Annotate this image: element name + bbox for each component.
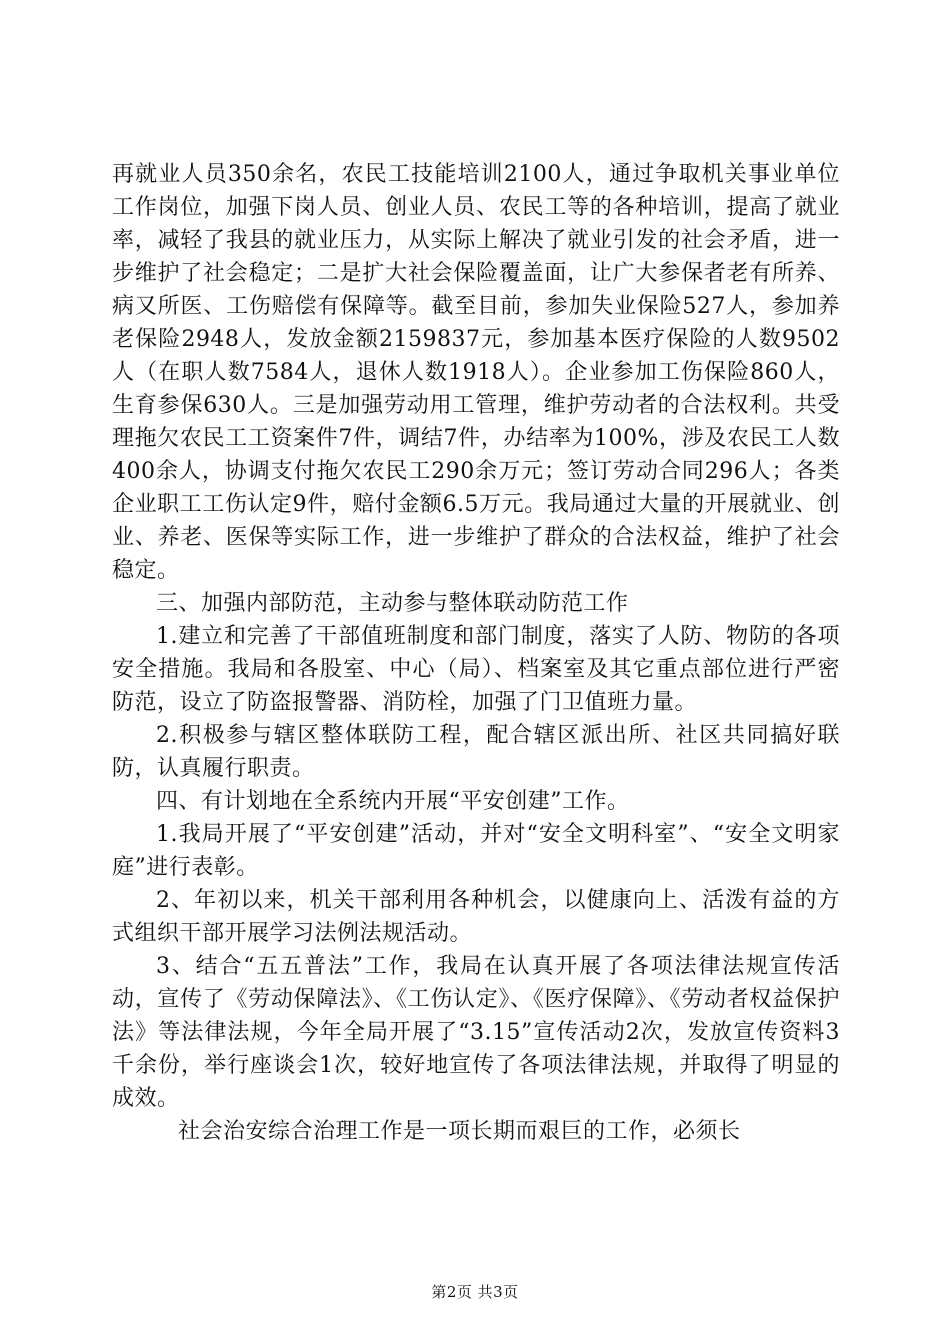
paragraph-conclusion: 社会治安综合治理工作是一项长期而艰巨的工作，必须长 [178, 1119, 741, 1144]
page-number-footer: 第2页 共3页 [431, 1283, 519, 1301]
paragraph-item-3-1: 1.建立和完善了干部值班制度和部门制度，落实了人防、物防的各项安全措施。我局和各股室、中心（局）、档案室及其它重点部位进行严密防范，设立了防盗报警器、消防栓，加强了门卫值班力量。 [112, 624, 840, 715]
paragraph-item-3-2: 2.积极参与辖区整体联防工程，配合辖区派出所、社区共同搞好联防，认真履行职责。 [112, 723, 840, 781]
document-body [112, 158, 840, 1148]
paragraph-item-4-2: 2、年初以来，机关干部利用各种机会，以健康向上、活泼有益的方式组织干部开展学习法例法规活动。 [112, 888, 840, 946]
heading-section-three: 三、加强内部防范，主动参与整体联动防范工作 [156, 591, 629, 616]
paragraph-employment-social-security: 再就业人员350余名，农民工技能培训2100人，通过争取机关事业单位工作岗位，加强下岗人员、创业人员、农民工等的各种培训，提高了就业率，减轻了我县的就业压力，从实际上解决了就业引发的社会矛盾，进一步维护了社会稳定；二是扩大社会保险覆盖面，让广大参保者老有所养、病又所医、工伤赔偿有保障等。截至目前，参加失业保险527人，参加养老保险2948人，发放金额2159837元，参加基本医疗保险的人数9502人（在职人数7584人，退休人数1918人）。企业参加工伤保险860人，生育参保630人。三是加强劳动用工管理，维护劳动者的合法权利。共受理拖欠农民工工资案件7件，调结7件，办结率为100%，涉及农民工人数400余人，协调支付拖欠农民工290余万元；签订劳动合同296人；各类企业职工工伤认定9件，赔付金额6.5万元。我局通过大量的开展就业、创业、养老、医保等实际工作，进一步维护了群众的合法权益，维护了社会稳定。 [112, 162, 840, 583]
heading-section-four: 四、有计划地在全系统内开展“平安创建”工作。 [156, 789, 630, 814]
paragraph-item-4-3: 3、结合“五五普法”工作，我局在认真开展了各项法律法规宣传活动，宣传了《劳动保障法》、《工伤认定》、《医疗保障》、《劳动者权益保护法》等法律法规，今年全局开展了“3.15”宣传活动2次，发放宣传资料3千余份，举行座谈会1次，较好地宣传了各项法律法规，并取得了明显的成效。 [112, 954, 840, 1111]
paragraph-item-4-1: 1.我局开展了“平安创建”活动，并对“安全文明科室”、“安全文明家庭”进行表彰。 [112, 822, 840, 880]
